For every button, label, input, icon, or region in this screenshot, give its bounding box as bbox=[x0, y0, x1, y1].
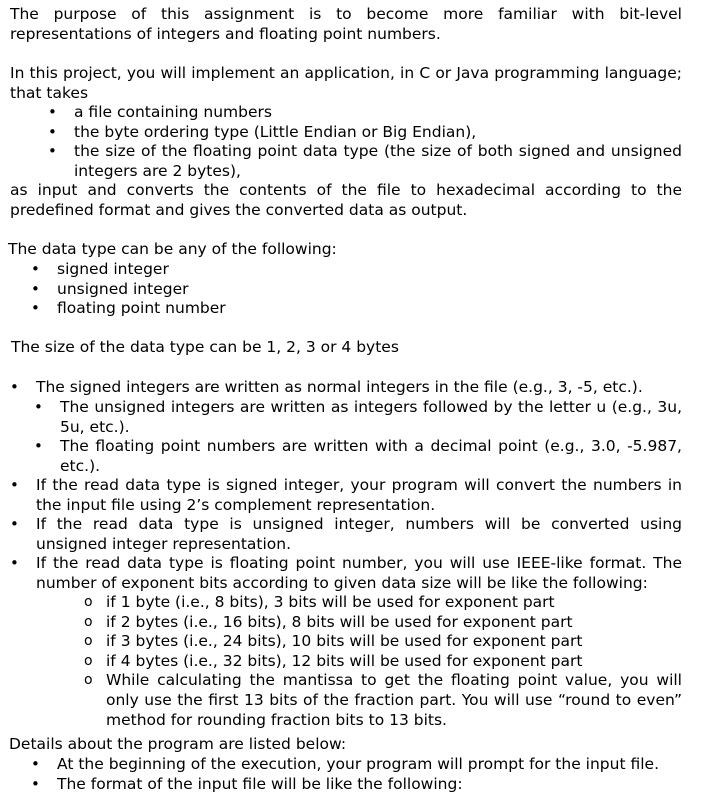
exponent-rule-list bbox=[106, 593, 682, 730]
size-note: The size of the data type can be 1, 2, 3 or 4 bytes bbox=[11, 338, 399, 356]
list-item: • the byte ordering type (Little Endian or Big Endian), bbox=[74, 123, 682, 143]
details-lead: Details about the program are listed below: bbox=[9, 735, 347, 753]
input-list bbox=[74, 103, 682, 181]
list-item: • If the read data type is floating point number, you will use IEEE-like format. The number of exponent bits according to given data size will be like the following: bbox=[36, 554, 682, 593]
list-item: • The format of the input file will be like the following: bbox=[57, 775, 659, 795]
list-item: • a file containing numbers bbox=[74, 103, 682, 123]
list-item: • At the beginning of the execution, your program will prompt for the input file. bbox=[57, 755, 659, 775]
list-item: • If the read data type is signed integer, your program will convert the numbers in the input file using 2’s complement representation. bbox=[36, 476, 682, 515]
list-item: o if 1 byte (i.e., 8 bits), 3 bits will be used for exponent part bbox=[106, 593, 682, 613]
data-type-list bbox=[57, 260, 226, 319]
signed-rule-list bbox=[36, 378, 682, 398]
data-type-lead: The data type can be any of the following: bbox=[8, 240, 337, 258]
list-item: • The unsigned integers are written as integers followed by the letter u (e.g., 3u, 5u, etc.). bbox=[60, 398, 682, 437]
list-item: • signed integer bbox=[57, 260, 226, 280]
list-item: • The floating point numbers are written with a decimal point (e.g., 3.0, -5.987, etc.). bbox=[60, 437, 682, 476]
list-item: o if 4 bytes (i.e., 32 bits), 12 bits will be used for exponent part bbox=[106, 652, 682, 672]
conversion-rule-list bbox=[36, 476, 682, 594]
list-item: • floating point number bbox=[57, 299, 226, 319]
list-item: o While calculating the mantissa to get the floating point value, you will only use the first 13 bits of the fraction part. You will use “round to even” method for rounding fraction bits to 13 bits. bbox=[106, 671, 682, 730]
project-lead: In this project, you will implement an application, in C or Java programming language; that takes bbox=[10, 64, 682, 102]
list-item: • unsigned integer bbox=[57, 280, 226, 300]
intro-paragraph: The purpose of this assignment is to become more familiar with bit-level representations of integers and floating point numbers. bbox=[10, 5, 682, 43]
list-item: • If the read data type is unsigned integer, numbers will be converted using unsigned integer representation. bbox=[36, 515, 682, 554]
list-item: • The signed integers are written as normal integers in the file (e.g., 3, -5, etc.). bbox=[36, 378, 682, 398]
list-item: o if 2 bytes (i.e., 16 bits), 8 bits will be used for exponent part bbox=[106, 613, 682, 633]
project-tail: as input and converts the contents of the file to hexadecimal according to the predefined format and gives the converted data as output. bbox=[10, 181, 682, 219]
details-list bbox=[57, 755, 659, 794]
list-item: o if 3 bytes (i.e., 24 bits), 10 bits will be used for exponent part bbox=[106, 632, 682, 652]
format-note-list bbox=[60, 398, 682, 476]
list-item: • the size of the floating point data type (the size of both signed and unsigned integers are 2 bytes), bbox=[74, 142, 682, 181]
